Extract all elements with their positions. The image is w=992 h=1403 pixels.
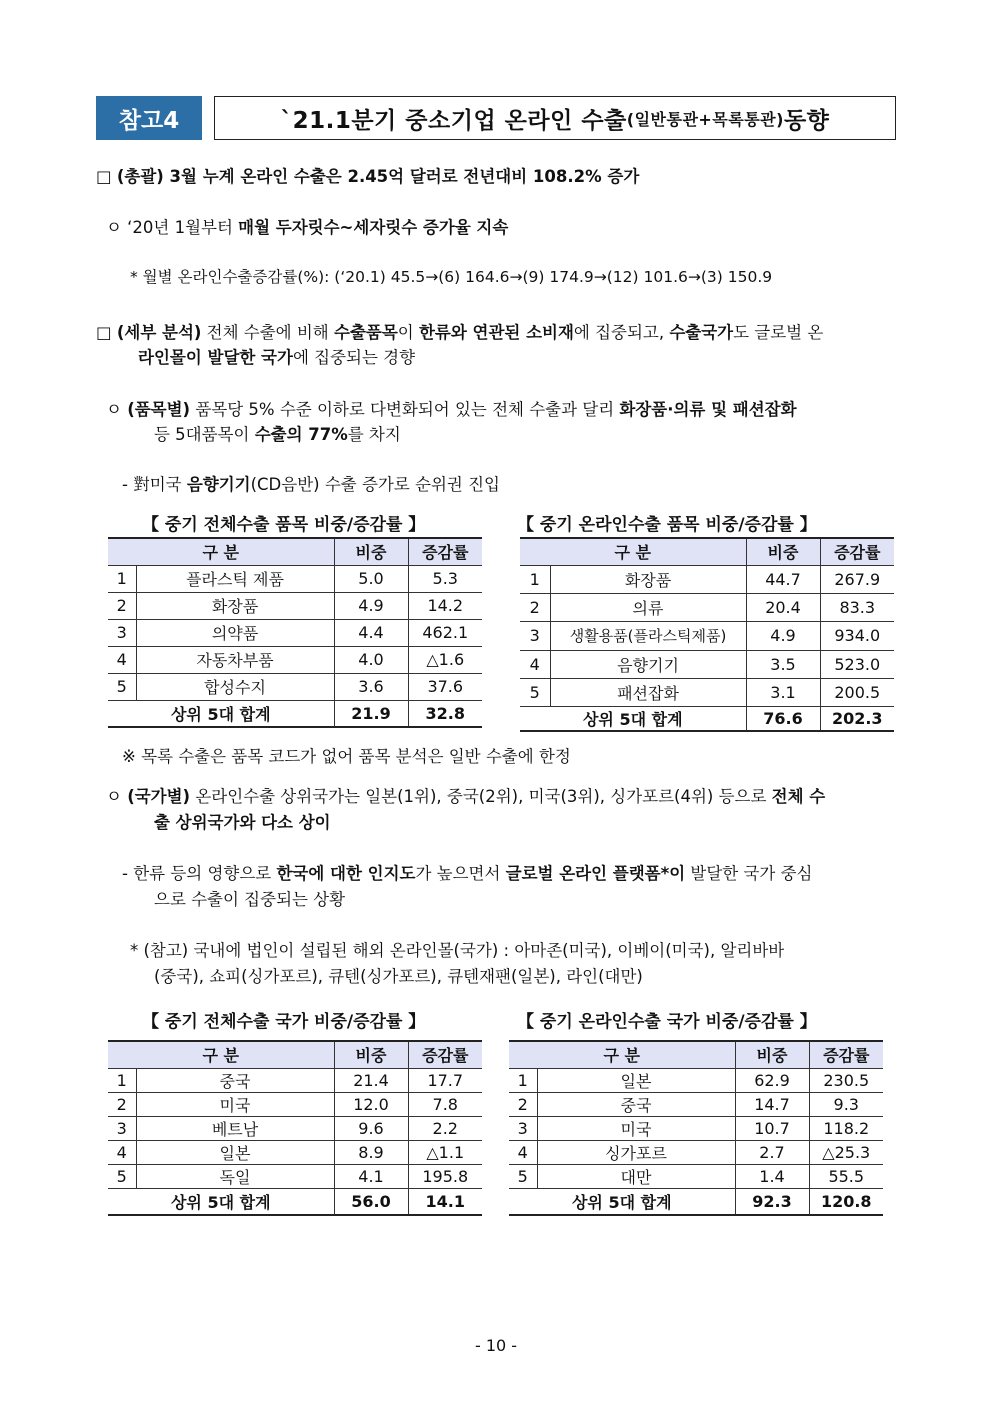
share-cell: 4.9 — [746, 621, 820, 650]
line-text: 등 5대품목이 — [154, 425, 255, 444]
hallyu-line2: 으로 수출이 집중되는 상황 — [154, 890, 346, 909]
line-bold: 수출국가 — [669, 323, 734, 342]
share-cell: 3.6 — [334, 673, 408, 700]
rank-cell: 1 — [520, 565, 550, 593]
total-share: 92.3 — [735, 1188, 809, 1215]
line-bold: 수출의 77% — [254, 425, 348, 444]
page-title — [214, 96, 896, 140]
line-text: 발달한 국가 중심 — [685, 864, 813, 883]
table-row — [108, 1140, 482, 1164]
growth-cell: 9.3 — [809, 1092, 883, 1116]
rank-cell: 2 — [509, 1092, 537, 1116]
growth-cell: 195.8 — [408, 1164, 482, 1188]
total-share: 21.9 — [334, 700, 408, 727]
item-cell: 의류 — [550, 593, 746, 621]
growth-cell: 462.1 — [408, 619, 482, 646]
total-row — [108, 700, 482, 727]
share-cell: 1.4 — [735, 1164, 809, 1188]
col-header-category: 구 분 — [108, 538, 334, 565]
country-cell: 베트남 — [136, 1116, 334, 1140]
table-row — [520, 593, 894, 621]
share-cell: 20.4 — [746, 593, 820, 621]
col-header-share: 비중 — [334, 1041, 408, 1068]
rank-cell: 3 — [509, 1116, 537, 1140]
rank-cell: 5 — [520, 678, 550, 706]
growth-cell: 14.2 — [408, 592, 482, 619]
platform-note-line1: * (참고) 국내에 법인이 설립된 해외 온라인몰(국가) : 아마존(미국), 이베이(미국), 알리바바 — [130, 941, 785, 960]
detail-analysis-line2 — [138, 344, 415, 368]
list-export-note: ※ 목록 수출은 품목 코드가 없어 품목 분석은 일반 수출에 한정 — [122, 747, 571, 766]
item-cell: 자동차부품 — [136, 646, 334, 673]
line-text: 품목당 5% 수준 이하로 다변화되어 있는 전체 수출과 달리 — [190, 400, 620, 419]
item-cell: 합성수지 — [136, 673, 334, 700]
line-bold: 전체 수 — [771, 787, 826, 806]
line-text: 에 집중되고, — [573, 323, 670, 342]
line-bold: 매월 두자릿수~세자릿수 증가율 지속 — [238, 218, 509, 237]
line-text: 이 — [397, 323, 419, 342]
line-text: 온라인수출 상위국가는 일본(1위), 중국(2위), 미국(3위), 싱가포르(4위) 등으로 — [190, 787, 772, 806]
bullet-box: □ — [96, 323, 117, 342]
table-row — [108, 673, 482, 700]
line-bold: 출 상위국가와 다소 상이 — [154, 813, 331, 832]
table-row — [108, 592, 482, 619]
growth-cell: 523.0 — [820, 650, 894, 678]
summary-text: (총괄) 3월 누계 온라인 수출은 2.45억 달러로 전년대비 108.2% 증가 — [116, 167, 640, 186]
line-bold: (세부 분석) — [116, 323, 202, 342]
platform-note-line2: (중국), 쇼피(싱가포르), 큐텐(싱가포르), 큐텐재팬(일본), 라인(대만) — [154, 967, 643, 986]
total-label: 상위 5대 합계 — [520, 706, 746, 731]
total-label: 상위 5대 합계 — [108, 1188, 334, 1215]
share-cell: 44.7 — [746, 565, 820, 593]
line-bold: (국가별) — [127, 787, 191, 806]
share-cell: 8.9 — [334, 1140, 408, 1164]
rank-cell: 5 — [108, 1164, 136, 1188]
line-text: - 한류 등의 영향으로 — [122, 864, 277, 883]
line-bold: 음향기기 — [186, 475, 251, 494]
country-cell: 일본 — [537, 1068, 735, 1092]
line-text: 가 높으면서 — [415, 864, 506, 883]
table-row — [108, 646, 482, 673]
table-row — [509, 1116, 883, 1140]
bullet-circle: ㅇ — [106, 400, 128, 419]
total-row — [520, 706, 894, 731]
table-row — [520, 650, 894, 678]
table-row — [509, 1164, 883, 1188]
item-analysis-line1 — [106, 396, 797, 420]
growth-cell: 5.3 — [408, 565, 482, 592]
growth-cell: 2.2 — [408, 1116, 482, 1140]
growth-cell: 55.5 — [809, 1164, 883, 1188]
monthly-growth-line — [106, 214, 508, 238]
growth-cell: 17.7 — [408, 1068, 482, 1092]
line-bold: 한국에 대한 인지도 — [276, 864, 416, 883]
detail-analysis-line1 — [96, 319, 823, 343]
table-row — [509, 1068, 883, 1092]
total-growth: 120.8 — [809, 1188, 883, 1215]
table-row — [108, 1092, 482, 1116]
table-row — [108, 1116, 482, 1140]
title-end: 동향 — [783, 107, 830, 134]
share-cell: 4.0 — [334, 646, 408, 673]
table-total-export-items — [108, 537, 482, 728]
country-cell: 독일 — [136, 1164, 334, 1188]
table3-caption: 【 중기 전체수출 국가 비중/증감률 】 — [142, 1012, 426, 1032]
rank-cell: 2 — [520, 593, 550, 621]
growth-cell: 230.5 — [809, 1068, 883, 1092]
item-analysis-line2 — [154, 421, 401, 445]
rank-cell: 1 — [108, 1068, 136, 1092]
col-header-share: 비중 — [334, 538, 408, 565]
rank-cell: 3 — [108, 619, 136, 646]
country-cell: 일본 — [136, 1140, 334, 1164]
total-growth: 14.1 — [408, 1188, 482, 1215]
total-share: 76.6 — [746, 706, 820, 731]
item-cell: 화장품 — [550, 565, 746, 593]
rank-cell: 4 — [108, 1140, 136, 1164]
item-cell: 생활용품(플라스틱제품) — [550, 621, 746, 650]
col-header-share: 비중 — [746, 538, 820, 565]
country-cell: 미국 — [136, 1092, 334, 1116]
share-cell: 12.0 — [334, 1092, 408, 1116]
table4-caption: 【 중기 온라인수출 국가 비중/증감률 】 — [517, 1012, 817, 1032]
growth-cell: △1.1 — [408, 1140, 482, 1164]
table1-caption: 【 중기 전체수출 품목 비중/증감률 】 — [142, 515, 426, 535]
col-header-growth: 증감률 — [809, 1041, 883, 1068]
table-row — [108, 1068, 482, 1092]
hallyu-line1 — [122, 860, 812, 884]
col-header-growth: 증감률 — [820, 538, 894, 565]
monthly-rate-note: * 월별 온라인수출증감률(%): (‘20.1) 45.5→(6) 164.6→(9) 174.9→(12) 101.6→(3) 150.9 — [130, 268, 773, 286]
growth-cell: 267.9 — [820, 565, 894, 593]
share-cell: 9.6 — [334, 1116, 408, 1140]
growth-cell: 934.0 — [820, 621, 894, 650]
table-row — [509, 1140, 883, 1164]
title-main: `21.1분기 중소기업 온라인 수출 — [280, 107, 627, 134]
share-cell: 4.1 — [334, 1164, 408, 1188]
item-cell: 화장품 — [136, 592, 334, 619]
growth-cell: △25.3 — [809, 1140, 883, 1164]
rank-cell: 5 — [509, 1164, 537, 1188]
rank-cell: 4 — [520, 650, 550, 678]
share-cell: 3.1 — [746, 678, 820, 706]
rank-cell: 4 — [108, 646, 136, 673]
total-row — [509, 1188, 883, 1215]
table-total-export-countries — [108, 1040, 482, 1216]
col-header-category: 구 분 — [108, 1041, 334, 1068]
line-bold: 수출품목 — [334, 323, 398, 342]
table-online-export-items — [520, 537, 894, 732]
total-label: 상위 5대 합계 — [108, 700, 334, 727]
growth-cell: 118.2 — [809, 1116, 883, 1140]
country-cell: 싱가포르 — [537, 1140, 735, 1164]
table-row — [520, 621, 894, 650]
line-text: ㅇ ‘20년 1월부터 — [106, 218, 239, 237]
line-text: - 對미국 — [122, 475, 187, 494]
growth-cell: 83.3 — [820, 593, 894, 621]
growth-cell: 37.6 — [408, 673, 482, 700]
country-cell: 중국 — [537, 1092, 735, 1116]
bullet-circle: ㅇ — [106, 787, 128, 806]
col-header-growth: 증감률 — [408, 1041, 482, 1068]
col-header-category: 구 분 — [509, 1041, 735, 1068]
growth-cell: 7.8 — [408, 1092, 482, 1116]
rank-cell: 1 — [509, 1068, 537, 1092]
rank-cell: 1 — [108, 565, 136, 592]
share-cell: 62.9 — [735, 1068, 809, 1092]
bullet-box: □ — [96, 167, 117, 186]
audio-device-line — [122, 471, 500, 495]
col-header-category: 구 분 — [520, 538, 746, 565]
line-bold: 라인몰이 발달한 국가 — [138, 348, 293, 367]
table-row — [509, 1092, 883, 1116]
share-cell: 21.4 — [334, 1068, 408, 1092]
table2-caption: 【 중기 온라인수출 품목 비중/증감률 】 — [517, 515, 817, 535]
table-row — [108, 619, 482, 646]
rank-cell: 5 — [108, 673, 136, 700]
total-growth: 202.3 — [820, 706, 894, 731]
table-row — [520, 678, 894, 706]
line-text: 도 글로벌 온 — [733, 323, 824, 342]
summary-line — [96, 163, 639, 187]
title-paren: (일반통관+목록통관) — [626, 109, 784, 129]
share-cell: 4.9 — [334, 592, 408, 619]
country-analysis-line1 — [106, 783, 825, 807]
table-row — [520, 565, 894, 593]
page-number: - 10 - — [474, 1336, 518, 1355]
share-cell: 3.5 — [746, 650, 820, 678]
item-cell: 의약품 — [136, 619, 334, 646]
total-row — [108, 1188, 482, 1215]
line-bold: 화장품·의류 및 패션잡화 — [619, 400, 797, 419]
line-bold: (품목별) — [127, 400, 191, 419]
rank-cell: 3 — [520, 621, 550, 650]
share-cell: 14.7 — [735, 1092, 809, 1116]
line-text: 를 차지 — [347, 425, 401, 444]
table-row — [108, 1164, 482, 1188]
line-text: 에 집중되는 경향 — [292, 348, 416, 367]
country-cell: 중국 — [136, 1068, 334, 1092]
table-row — [108, 565, 482, 592]
total-share: 56.0 — [334, 1188, 408, 1215]
share-cell: 10.7 — [735, 1116, 809, 1140]
reference-badge: 참고4 — [96, 96, 202, 140]
line-text: 전체 수출에 비해 — [201, 323, 334, 342]
total-growth: 32.8 — [408, 700, 482, 727]
item-cell: 플라스틱 제품 — [136, 565, 334, 592]
share-cell: 2.7 — [735, 1140, 809, 1164]
rank-cell: 3 — [108, 1116, 136, 1140]
item-cell: 음향기기 — [550, 650, 746, 678]
share-cell: 4.4 — [334, 619, 408, 646]
rank-cell: 2 — [108, 592, 136, 619]
item-cell: 패션잡화 — [550, 678, 746, 706]
rank-cell: 2 — [108, 1092, 136, 1116]
share-cell: 5.0 — [334, 565, 408, 592]
col-header-growth: 증감률 — [408, 538, 482, 565]
line-bold: 글로벌 온라인 플랫폼*이 — [505, 864, 686, 883]
line-text: (CD음반) 수출 증가로 순위권 진입 — [250, 475, 500, 494]
col-header-share: 비중 — [735, 1041, 809, 1068]
country-cell: 미국 — [537, 1116, 735, 1140]
total-label: 상위 5대 합계 — [509, 1188, 735, 1215]
line-bold: 한류와 연관된 소비재 — [418, 323, 574, 342]
growth-cell: 200.5 — [820, 678, 894, 706]
rank-cell: 4 — [509, 1140, 537, 1164]
country-analysis-line2 — [154, 809, 331, 833]
growth-cell: △1.6 — [408, 646, 482, 673]
table-online-export-countries — [509, 1040, 883, 1216]
country-cell: 대만 — [537, 1164, 735, 1188]
